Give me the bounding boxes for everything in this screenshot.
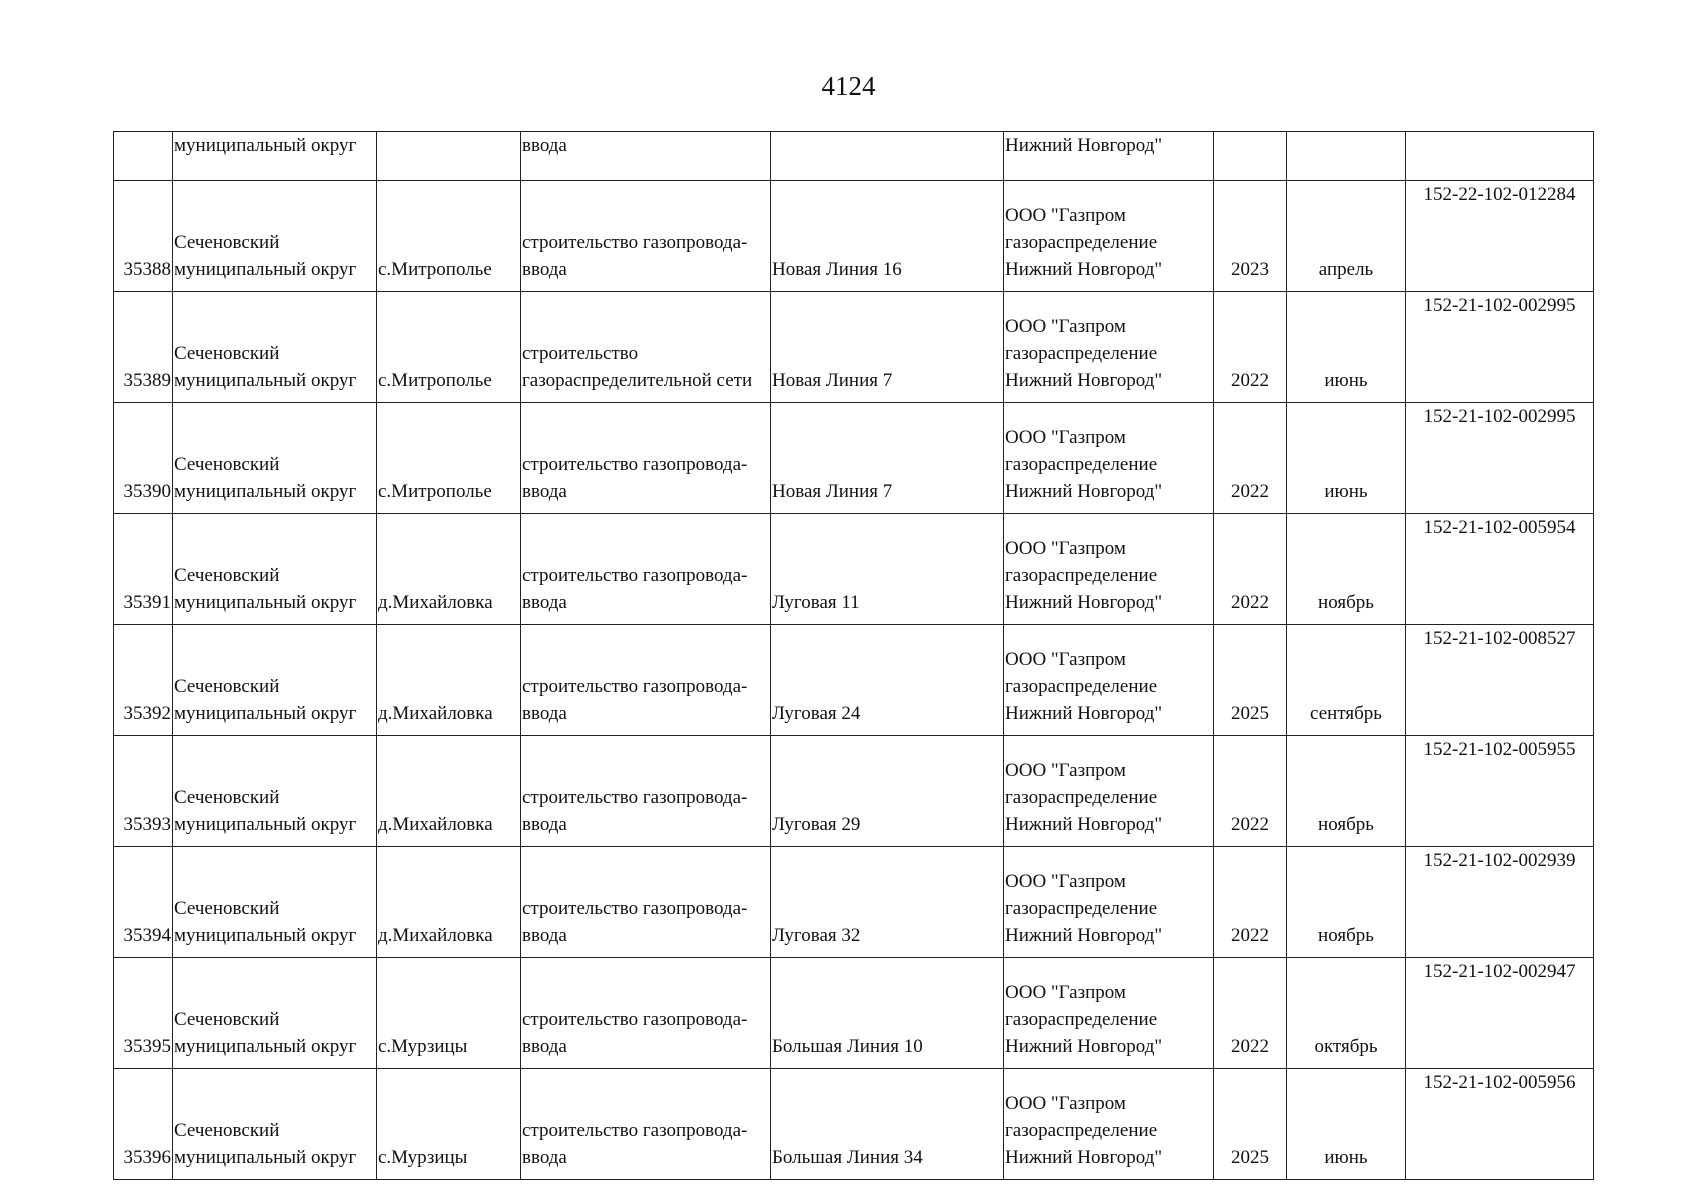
cell-district (173, 514, 377, 625)
district-line: муниципальный округ (174, 481, 357, 502)
district-line: Сеченовский (174, 1120, 280, 1141)
cell-address (771, 132, 1004, 181)
org-line: Нижний Новгород" (1005, 1036, 1163, 1057)
work-line: ввода (522, 1036, 567, 1057)
org-line: газораспределение (1005, 454, 1158, 475)
cell-code (1406, 132, 1594, 181)
org-line: ООО "Газпром (1005, 427, 1126, 448)
cell-address: Луговая 32 (771, 847, 1004, 958)
district-line: муниципальный округ (174, 925, 357, 946)
org-line: Нижний Новгород" (1005, 370, 1163, 391)
cell-month: ноябрь (1287, 736, 1406, 847)
cell-organization (1004, 958, 1214, 1069)
work-line: строительство газопровода- (522, 676, 748, 697)
cell-organization (1004, 132, 1214, 181)
org-line: Нижний Новгород" (1005, 481, 1163, 502)
cell-year: 2022 (1214, 847, 1287, 958)
cell-number (114, 132, 173, 181)
table-row (114, 403, 1594, 514)
cell-place: с.Митрополье (377, 292, 521, 403)
work-line: ввода (522, 1147, 567, 1168)
org-line: Нижний Новгород" (1005, 1147, 1163, 1168)
table-row (114, 958, 1594, 1069)
org-line: газораспределение (1005, 1009, 1158, 1030)
cell-place: с.Мурзицы (377, 958, 521, 1069)
cell-address: Новая Линия 7 (771, 403, 1004, 514)
cell-district: муниципальный округ (173, 132, 377, 181)
cell-district (173, 736, 377, 847)
cell-year: 2022 (1214, 958, 1287, 1069)
district-line: Сеченовский (174, 454, 280, 475)
org-line: ООО "Газпром (1005, 982, 1126, 1003)
cell-address: Луговая 24 (771, 625, 1004, 736)
work-line: ввода (522, 703, 567, 724)
org-line: ООО "Газпром (1005, 871, 1126, 892)
cell-month: апрель (1287, 181, 1406, 292)
work-line: строительство газопровода- (522, 454, 748, 475)
org-line: ООО "Газпром (1005, 760, 1126, 781)
cell-work-type (521, 1069, 771, 1180)
cell-organization (1004, 514, 1214, 625)
district-line: муниципальный округ (174, 703, 357, 724)
org-line: газораспределение (1005, 676, 1158, 697)
district-line: Сеченовский (174, 232, 280, 253)
cell-work-type (521, 958, 771, 1069)
cell-month: июнь (1287, 403, 1406, 514)
cell-organization (1004, 1069, 1214, 1180)
cell-code: 152-21-102-005954 (1406, 514, 1594, 625)
cell-place: д.Михайловка (377, 625, 521, 736)
cell-organization (1004, 847, 1214, 958)
cell-work-type (521, 847, 771, 958)
cell-address: Луговая 29 (771, 736, 1004, 847)
district-line: муниципальный округ (174, 592, 357, 613)
work-line: ввода (522, 925, 567, 946)
cell-number: 35388 (114, 181, 173, 292)
cell-number: 35390 (114, 403, 173, 514)
cell-district (173, 625, 377, 736)
district-line: Сеченовский (174, 1009, 280, 1030)
cell-code: 152-21-102-002995 (1406, 292, 1594, 403)
cell-address: Большая Линия 34 (771, 1069, 1004, 1180)
work-line: ввода (522, 592, 567, 613)
cell-place: д.Михайловка (377, 736, 521, 847)
cell-year: 2022 (1214, 514, 1287, 625)
work-line: ввода (522, 135, 567, 156)
org-line: газораспределение (1005, 898, 1158, 919)
table-row (114, 1069, 1594, 1180)
cell-code: 152-22-102-012284 (1406, 181, 1594, 292)
cell-place (377, 132, 521, 181)
cell-organization (1004, 625, 1214, 736)
district-line: Сеченовский (174, 565, 280, 586)
cell-year: 2022 (1214, 403, 1287, 514)
cell-place: с.Митрополье (377, 181, 521, 292)
cell-code: 152-21-102-002995 (1406, 403, 1594, 514)
cell-place: с.Митрополье (377, 403, 521, 514)
work-line: газораспределительной сети (522, 370, 753, 391)
cell-month: июнь (1287, 292, 1406, 403)
cell-address: Луговая 11 (771, 514, 1004, 625)
district-line: Сеченовский (174, 787, 280, 808)
cell-work-type (521, 514, 771, 625)
org-line: ООО "Газпром (1005, 316, 1126, 337)
cell-number: 35396 (114, 1069, 173, 1180)
cell-code: 152-21-102-005955 (1406, 736, 1594, 847)
cell-work-type (521, 736, 771, 847)
org-line: газораспределение (1005, 343, 1158, 364)
table-row (114, 847, 1594, 958)
cell-number: 35389 (114, 292, 173, 403)
org-line: Нижний Новгород" (1005, 814, 1163, 835)
cell-district (173, 1069, 377, 1180)
org-line: Нижний Новгород" (1005, 592, 1163, 613)
district-line: Сеченовский (174, 898, 280, 919)
cell-address: Новая Линия 7 (771, 292, 1004, 403)
cell-district (173, 181, 377, 292)
cell-district (173, 847, 377, 958)
cell-number: 35394 (114, 847, 173, 958)
work-line: строительство (522, 343, 639, 364)
cell-work-type (521, 625, 771, 736)
cell-month: октябрь (1287, 958, 1406, 1069)
cell-place: д.Михайловка (377, 847, 521, 958)
cell-month (1287, 132, 1406, 181)
table-row (114, 181, 1594, 292)
cell-code: 152-21-102-008527 (1406, 625, 1594, 736)
work-line: строительство газопровода- (522, 565, 748, 586)
cell-code: 152-21-102-002947 (1406, 958, 1594, 1069)
cell-place: д.Михайловка (377, 514, 521, 625)
org-line: ООО "Газпром (1005, 1093, 1126, 1114)
cell-work-type (521, 292, 771, 403)
work-line: ввода (522, 259, 567, 280)
cell-month: ноябрь (1287, 514, 1406, 625)
cell-district (173, 292, 377, 403)
cell-organization (1004, 403, 1214, 514)
cell-district (173, 958, 377, 1069)
cell-address: Новая Линия 16 (771, 181, 1004, 292)
cell-district (173, 403, 377, 514)
cell-organization (1004, 292, 1214, 403)
cell-work-type (521, 132, 771, 181)
org-line: газораспределение (1005, 787, 1158, 808)
cell-year (1214, 132, 1287, 181)
cell-code: 152-21-102-005956 (1406, 1069, 1594, 1180)
page-number: 4124 (821, 71, 876, 101)
district-line: муниципальный округ (174, 814, 357, 835)
work-line: ввода (522, 481, 567, 502)
cell-address: Большая Линия 10 (771, 958, 1004, 1069)
cell-work-type (521, 403, 771, 514)
work-line: строительство газопровода- (522, 787, 748, 808)
district-line: муниципальный округ (174, 1147, 357, 1168)
cell-code: 152-21-102-002939 (1406, 847, 1594, 958)
cell-number: 35391 (114, 514, 173, 625)
table-row (114, 514, 1594, 625)
org-line: Нижний Новгород" (1005, 925, 1163, 946)
org-line: ООО "Газпром (1005, 538, 1126, 559)
work-line: строительство газопровода- (522, 1120, 748, 1141)
table-row (114, 292, 1594, 403)
cell-place: с.Мурзицы (377, 1069, 521, 1180)
cell-organization (1004, 736, 1214, 847)
work-line: строительство газопровода- (522, 898, 748, 919)
district-line: Сеченовский (174, 676, 280, 697)
table-row (114, 625, 1594, 736)
cell-year: 2025 (1214, 625, 1287, 736)
work-line: строительство газопровода- (522, 1009, 748, 1030)
work-line: строительство газопровода- (522, 232, 748, 253)
cell-year: 2022 (1214, 292, 1287, 403)
cell-year: 2023 (1214, 181, 1287, 292)
cell-number: 35392 (114, 625, 173, 736)
district-line: муниципальный округ (174, 1036, 357, 1057)
cell-month: сентябрь (1287, 625, 1406, 736)
org-line: Нижний Новгород" (1005, 135, 1163, 156)
cell-number: 35395 (114, 958, 173, 1069)
district-line: муниципальный округ (174, 259, 357, 280)
district-line: Сеченовский (174, 343, 280, 364)
org-line: ООО "Газпром (1005, 205, 1126, 226)
org-line: Нижний Новгород" (1005, 703, 1163, 724)
cell-year: 2022 (1214, 736, 1287, 847)
registry-table (113, 131, 1594, 1180)
org-line: Нижний Новгород" (1005, 259, 1163, 280)
cell-year: 2025 (1214, 1069, 1287, 1180)
org-line: газораспределение (1005, 232, 1158, 253)
cell-month: июнь (1287, 1069, 1406, 1180)
org-line: ООО "Газпром (1005, 649, 1126, 670)
work-line: ввода (522, 814, 567, 835)
cell-number: 35393 (114, 736, 173, 847)
table-body (114, 132, 1594, 1180)
continuation-row (114, 132, 1594, 181)
cell-organization (1004, 181, 1214, 292)
org-line: газораспределение (1005, 1120, 1158, 1141)
org-line: газораспределение (1005, 565, 1158, 586)
cell-month: ноябрь (1287, 847, 1406, 958)
table-row (114, 736, 1594, 847)
district-line: муниципальный округ (174, 370, 357, 391)
cell-work-type (521, 181, 771, 292)
